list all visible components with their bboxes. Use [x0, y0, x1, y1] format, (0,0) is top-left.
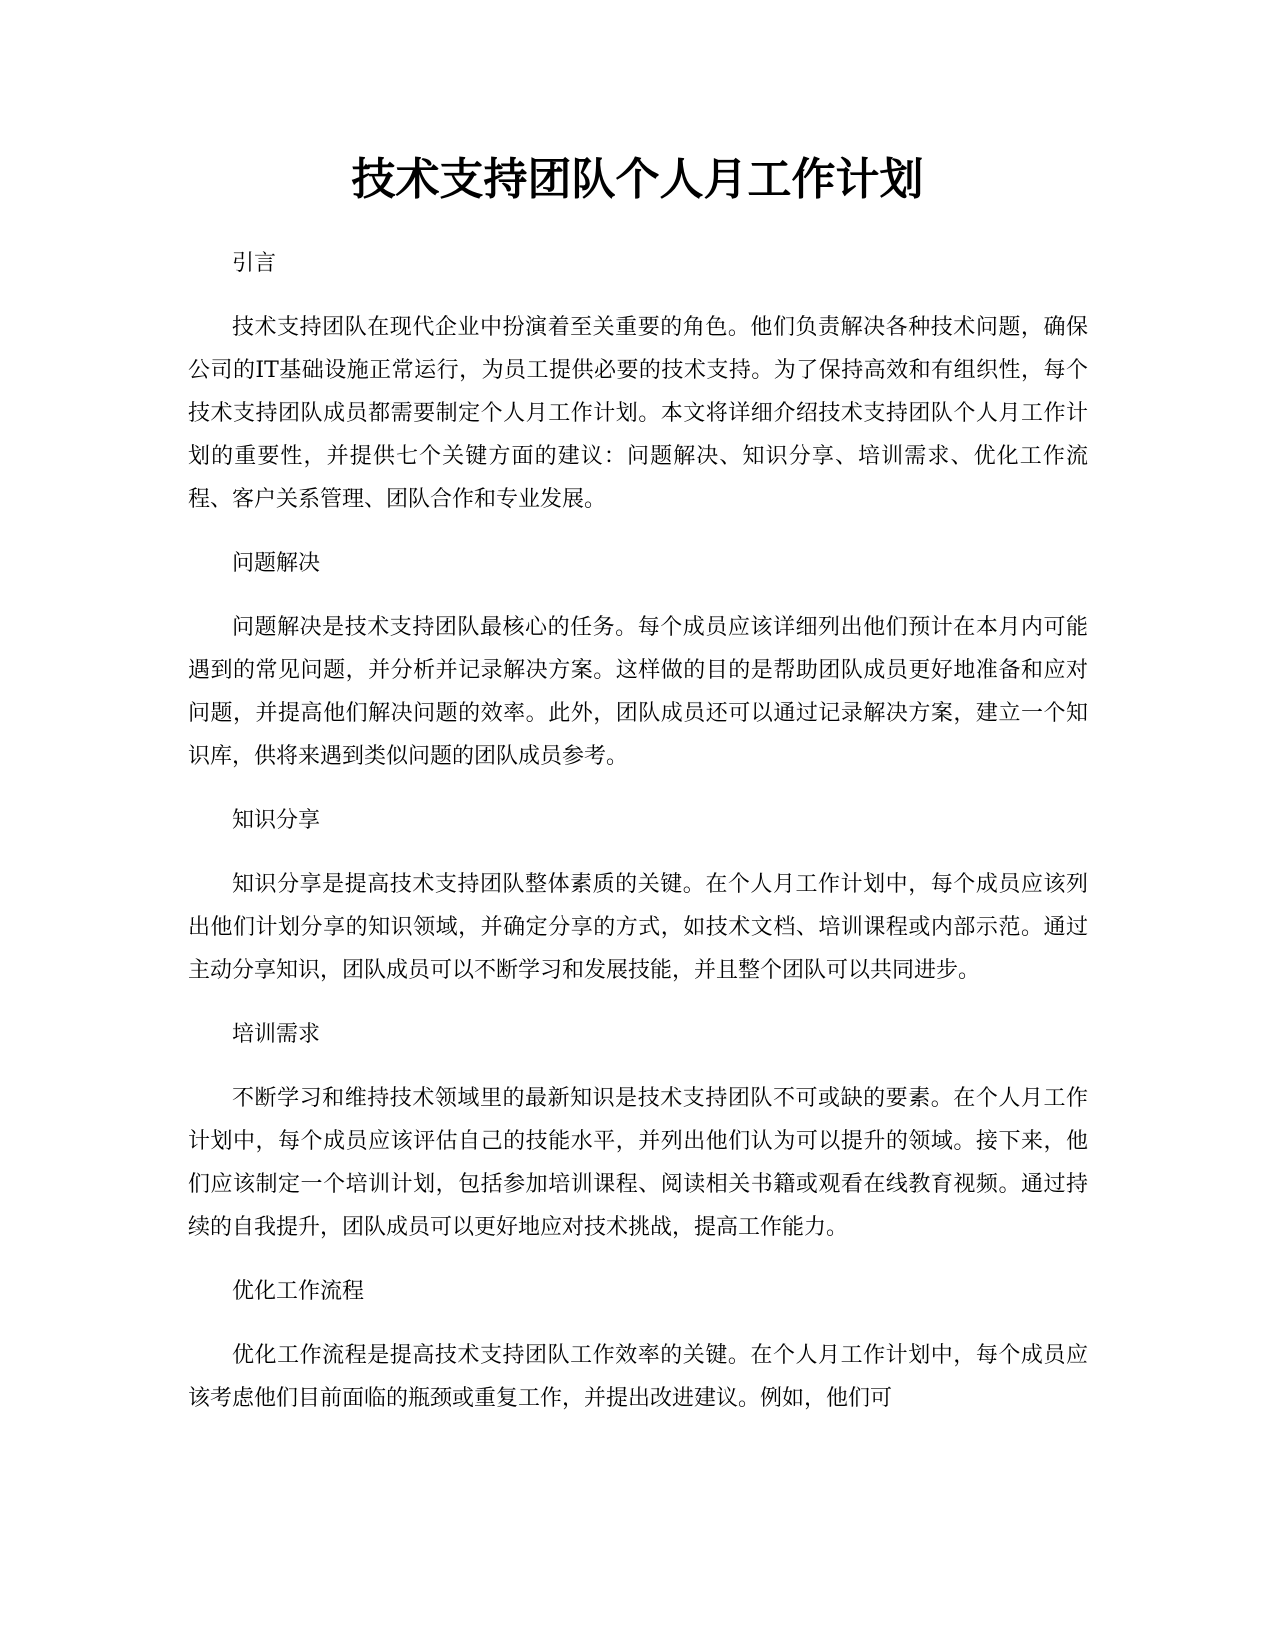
section-paragraph-introduction: 技术支持团队在现代企业中扮演着至关重要的角色。他们负责解决各种技术问题，确保公司的IT基础设施正常运行，为员工提供必要的技术支持。为了保持高效和有组织性，每个技术支持团队成员都需要制定个人月工作计划。本文将详细介绍技术支持团队个人月工作计划的重要性，并提供七个关键方面的建议：问题解决、知识分享、培训需求、优化工作流程、客户关系管理、团队合作和专业发展。 — [188, 315, 1088, 512]
section-heading-training-needs: 培训需求 — [232, 1022, 321, 1047]
section-paragraph-training-needs: 不断学习和维持技术领域里的最新知识是技术支持团队不可或缺的要素。在个人月工作计划中，每个成员应该评估自己的技能水平，并列出他们认为可以提升的领域。接下来，他们应该制定一个培训计划，包括参加培训课程、阅读相关书籍或观看在线教育视频。通过持续的自我提升，团队成员可以更好地应对技术挑战，提高工作能力。 — [188, 1086, 1088, 1240]
section-heading-workflow-optimization: 优化工作流程 — [232, 1279, 365, 1304]
document-title: 技术支持团队个人月工作计划 — [351, 154, 924, 205]
section-heading-introduction: 引言 — [232, 251, 277, 276]
document-body — [188, 242, 1088, 1441]
section-paragraph-workflow-optimization: 优化工作流程是提高技术支持团队工作效率的关键。在个人月工作计划中，每个成员应该考虑他们目前面临的瓶颈或重复工作，并提出改进建议。例如，他们可 — [188, 1343, 1088, 1411]
section-paragraph-problem-solving: 问题解决是技术支持团队最核心的任务。每个成员应该详细列出他们预计在本月内可能遇到的常见问题，并分析并记录解决方案。这样做的目的是帮助团队成员更好地准备和应对问题，并提高他们解决问题的效率。此外，团队成员还可以通过记录解决方案，建立一个知识库，供将来遇到类似问题的团队成员参考。 — [188, 615, 1088, 769]
section-heading-problem-solving: 问题解决 — [232, 551, 321, 576]
section-heading-knowledge-sharing: 知识分享 — [232, 808, 321, 833]
section-paragraph-knowledge-sharing: 知识分享是提高技术支持团队整体素质的关键。在个人月工作计划中，每个成员应该列出他们计划分享的知识领域，并确定分享的方式，如技术文档、培训课程或内部示范。通过主动分享知识，团队成员可以不断学习和发展技能，并且整个团队可以共同进步。 — [188, 872, 1088, 983]
